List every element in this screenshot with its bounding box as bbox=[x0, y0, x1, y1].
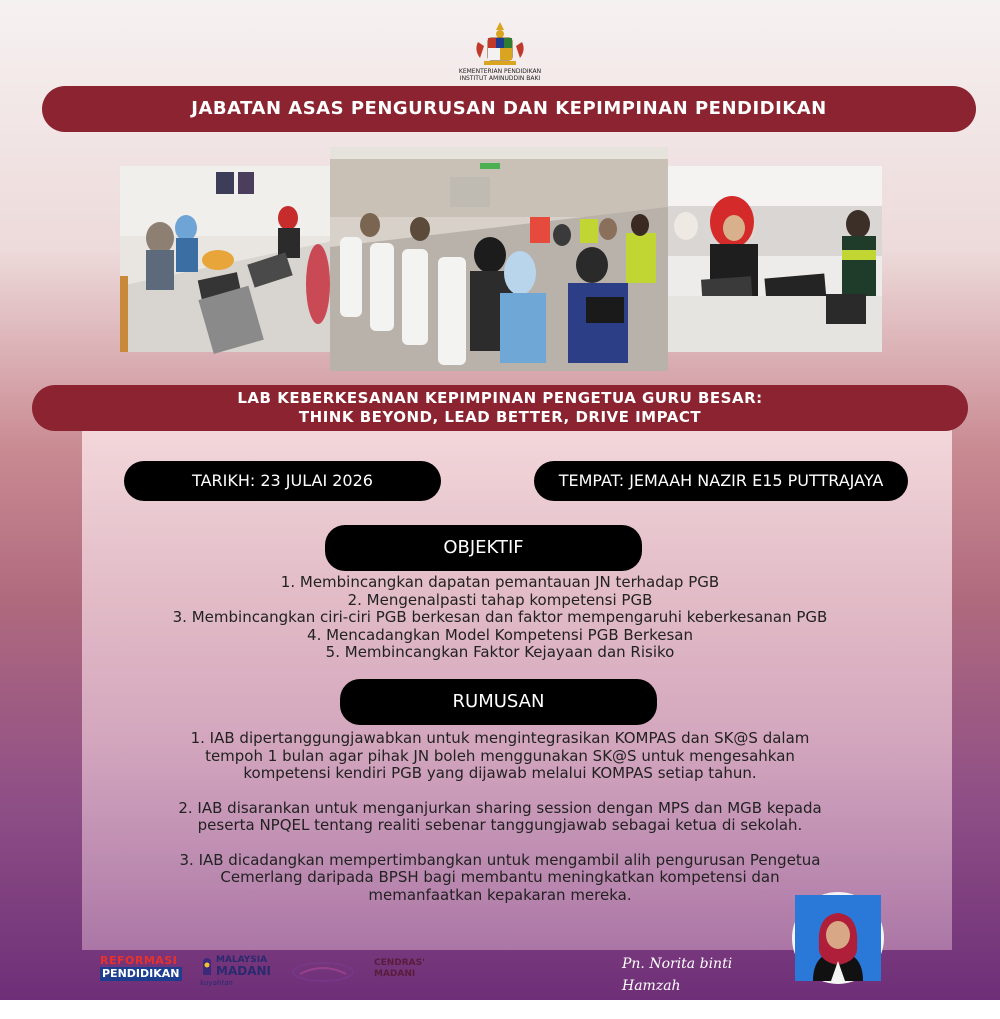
event-title-line2: THINK BEYOND, LEAD BETTER, DRIVE IMPACT bbox=[298, 408, 702, 426]
logo-text-madani: MADANI bbox=[216, 964, 271, 978]
logo-text-bottom: MADANI bbox=[374, 969, 416, 979]
meeting-photo-right bbox=[666, 166, 882, 352]
summary-heading: RUMUSAN bbox=[340, 679, 657, 725]
venue-pill: TEMPAT: JEMAAH NAZIR E15 PUTTRAJAYA bbox=[534, 461, 908, 501]
meeting-photo-left bbox=[120, 166, 332, 352]
objective-item: 4. Mencadangkan Model Kompetensi PGB Berkesan bbox=[307, 625, 693, 644]
presenter-signature bbox=[622, 953, 792, 1019]
institute-line: INSTITUT AMINUDDIN BAKI bbox=[459, 75, 541, 82]
coat-of-arms-icon bbox=[470, 20, 530, 68]
department-banner: JABATAN ASAS PENGURUSAN DAN KEPIMPINAN PENDIDIKAN bbox=[42, 86, 976, 132]
logo-text-malaysia: MALAYSIA bbox=[216, 955, 268, 965]
summary-item: 3. IAB dicadangkan mempertimbangkan untuk mengambil alih pengurusan Pengetua Cemerlang daripada BPSH bagi membantu meningkatkan kompetensi dan memanfaatkan kepakaran mereka. bbox=[179, 850, 821, 904]
event-title-banner bbox=[32, 385, 968, 431]
objective-item: 1. Membincangkan dapatan pemantauan JN terhadap PGB bbox=[280, 573, 720, 591]
malaysia-madani-logo bbox=[200, 955, 280, 987]
logo-text-top: REFORMASI bbox=[100, 954, 178, 967]
presenter-photo bbox=[795, 895, 881, 981]
summary-list bbox=[82, 730, 918, 921]
objective-item: 3. Membincangkan ciri-ciri PGB berkesan dan faktor mempengaruhi keberkesanan PGB bbox=[172, 608, 828, 626]
event-title-line1: LAB KEBERKESANAN KEPIMPINAN PENGETUA GURU BESAR: bbox=[237, 389, 763, 407]
reformasi-pendidikan-logo bbox=[100, 955, 182, 985]
presenter-avatar bbox=[792, 892, 884, 984]
presenter-role: Pensyarah Kanan bbox=[622, 1000, 746, 1016]
logo-text-sub: kuyahtan bbox=[200, 979, 233, 987]
summary-item: 1. IAB dipertanggungjawabkan untuk mengintegrasikan KOMPAS dan SK@S dalam tempoh 1 bulan agar pihak JN boleh menggunakan SK@S untuk mengesahkan kompetensi kendiri PGB yang dijawab melalui KOMPAS setiap tahun. bbox=[190, 729, 810, 782]
objectives-heading: OBJEKTIF bbox=[325, 525, 642, 571]
logo-text-bottom: PENDIDIKAN bbox=[100, 967, 182, 981]
presenter-name: Pn. Norita binti Hamzah bbox=[622, 956, 733, 994]
logo-text-top: CENDRAS' bbox=[374, 958, 425, 968]
meeting-photo-center bbox=[330, 147, 668, 371]
faded-event-logo bbox=[290, 960, 356, 984]
ministry-name bbox=[430, 68, 570, 82]
date-pill: TARIKH: 23 JULAI 2026 bbox=[124, 461, 441, 501]
objective-item: 2. Mengenalpasti tahap kompetensi PGB bbox=[347, 590, 653, 609]
objective-item: 5. Membincangkan Faktor Kejayaan dan Risiko bbox=[325, 643, 675, 661]
ministry-line: KEMENTERIAN PENDIDIKAN bbox=[458, 68, 542, 75]
summary-item: 2. IAB disarankan untuk menganjurkan sharing session dengan MPS dan MGB kepada peserta NPQEL tentang realiti sebenar tanggungjawab sebagai ketua di sekolah. bbox=[178, 798, 822, 834]
objectives-list bbox=[82, 574, 918, 662]
madani-hand-icon bbox=[200, 955, 214, 977]
cendras-madani-logo bbox=[374, 958, 440, 986]
